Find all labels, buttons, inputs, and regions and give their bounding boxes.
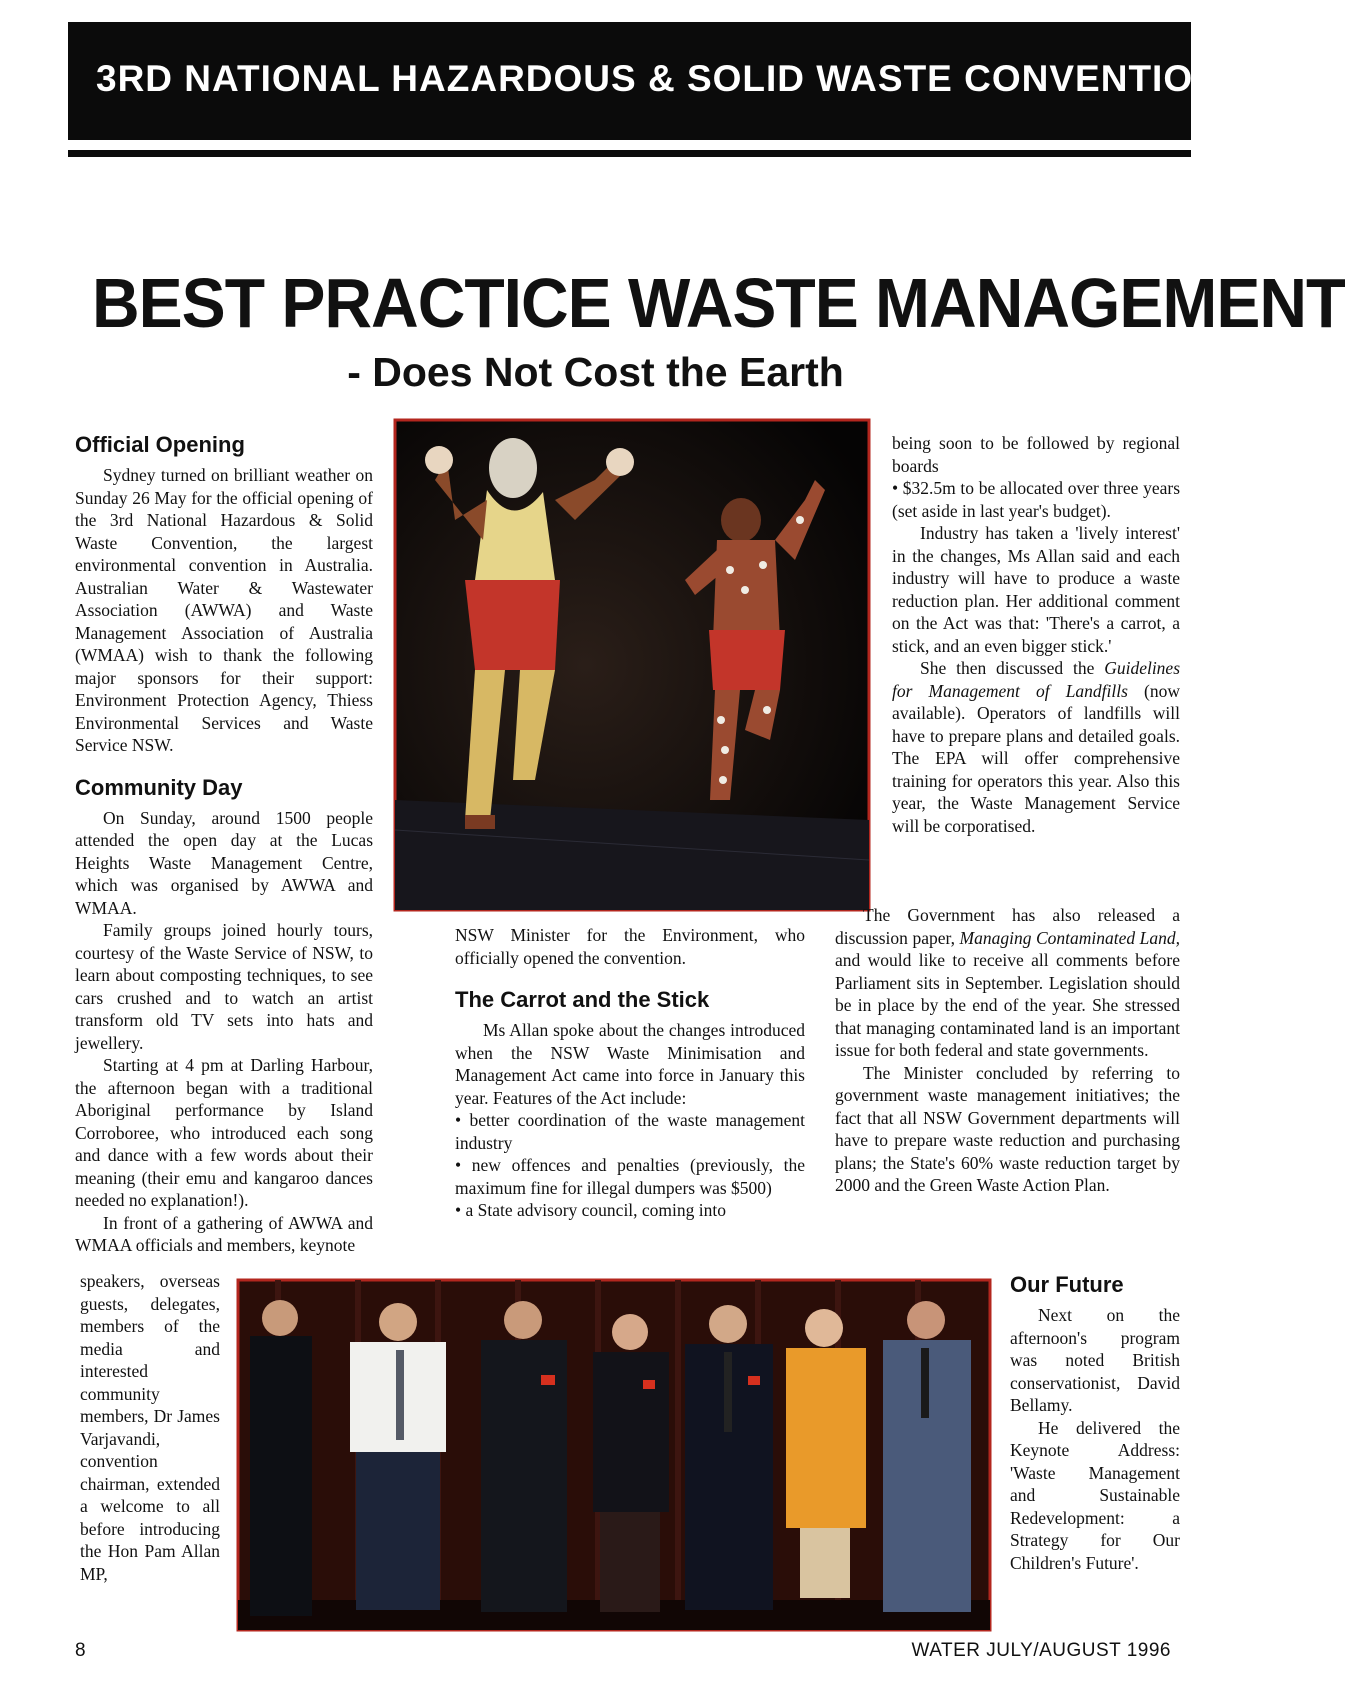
- page-number: 8: [75, 1640, 86, 1661]
- person-1: [250, 1300, 312, 1616]
- header-banner: [68, 22, 1221, 140]
- guidelines-paragraph: [892, 657, 1180, 837]
- corroboree-dancers-photo: [395, 420, 869, 910]
- header-rule: [68, 150, 1191, 157]
- guidelines-rest: (now available). Operators of landfills will have to prepare plans and detailed goals. The EPA will offer comprehensive training for operators this year. Also this year, the Waste Management Service will be corporatised.: [892, 680, 1181, 836]
- carrot-paragraph: Ms Allan spoke about the changes introduced when the NSW Waste Minimisation and Management Act came into force in January this year. Features of the Act include:: [455, 1020, 805, 1108]
- officials-group-photo: [238, 1280, 990, 1630]
- person-5: [685, 1305, 773, 1610]
- person-2: [350, 1303, 446, 1610]
- our-future-paragraph-1: Next on the afternoon's program was noted British conservationist, David Bellamy.: [1010, 1305, 1180, 1415]
- community-day-paragraph-2: Family groups joined hourly tours, courtesy of the Waste Service of NSW, to learn about composting techniques, to see cars crushed and to watch an artist transform old TV sets into hats and jewellery.: [75, 920, 373, 1053]
- our-future-column: [1010, 1272, 1180, 1574]
- person-7: [883, 1301, 971, 1612]
- community-day-paragraph-1: On Sunday, around 1500 people attended the open day at the Lucas Heights Waste Management Centre, which was organised by AWWA and WMAA.: [75, 807, 373, 918]
- right-column: [892, 432, 1180, 837]
- our-future-heading: Our Future: [1010, 1272, 1124, 1297]
- narrow-continuation-column: [80, 1270, 220, 1585]
- official-opening-heading: Official Opening: [75, 432, 245, 457]
- article-headline: BEST PRACTICE WASTE MANAGEMENT: [92, 264, 1345, 342]
- guidelines-lead: She then discussed the: [920, 658, 1095, 678]
- community-day-paragraph-3: Starting at 4 pm at Darling Harbour, the afternoon began with a traditional Aboriginal performance by Island Corroboree, who introduced each song and dance with a few words about their meaning (their emu and kangaroo dances needed no explanation!).: [75, 1055, 373, 1210]
- act-feature-2: • new offences and penalties (previously, the maximum fine for illegal dumpers was $500): [455, 1155, 805, 1198]
- official-opening-paragraph: Sydney turned on brilliant weather on Sunday 26 May for the official opening of the 3rd National Hazardous & Solid Waste Convention, the largest environmental convention in Australia. Australian Water & Wastewater Association (AWWA) and Waste Management Association of Australia (WMAA) wish to thank the following major sponsors for their support: Environment Protection Agency, Thiess Environmental Services and Waste Service NSW.: [75, 465, 373, 755]
- community-day-paragraph-4: In front of a gathering of AWWA and WMAA officials and members, keynote: [75, 1212, 373, 1255]
- government-lead: The Government has also released a discussion paper,: [835, 905, 1180, 948]
- person-4: [593, 1314, 669, 1612]
- middle-column: [455, 924, 805, 1222]
- minister-paragraph: The Minister concluded by referring to government waste management initiatives; the fact that all NSW Government departments will have to prepare waste reduction and purchasing plans; the State's 60% waste reduction target by 2000 and the Green Waste Action Plan.: [835, 1062, 1180, 1195]
- government-rest: and would like to receive all comments before Parliament sits in September. Legislation should be in place by the end of the year. She stressed that managing contaminated land is an important issue for both federal and state governments.: [835, 950, 1180, 1060]
- government-paragraph: [835, 904, 1180, 1062]
- person-3: [481, 1301, 567, 1612]
- our-future-paragraph-2: He delivered the Keynote Address: 'Waste Management and Sustainable Redevelopment: a Strategy for Our Children's Future'.: [1010, 1417, 1180, 1573]
- act-feature-1: • better coordination of the waste management industry: [455, 1110, 805, 1153]
- community-day-heading: Community Day: [75, 774, 243, 800]
- government-title: Managing Contaminated Land,: [959, 927, 1180, 948]
- industry-paragraph: Industry has taken a 'lively interest' in the changes, Ms Allan said and each industry will have to produce a waste reduction plan. Her additional comment on the Act was that: 'There's a carrot, a stick, and an even bigger stick.': [892, 523, 1180, 656]
- carrot-stick-heading: The Carrot and the Stick: [455, 987, 710, 1012]
- publication-footer: WATER JULY/AUGUST 1996: [911, 1640, 1171, 1661]
- header-title: 3RD NATIONAL HAZARDOUS & SOLID WASTE CONVENTION: [96, 58, 1221, 99]
- act-feature-3: • a State advisory council, coming into: [455, 1200, 727, 1220]
- guidelines-title: Guidelines for Management of Landfills: [892, 658, 1181, 701]
- continuation-text: speakers, overseas guests, delegates, members of the media and interested community members, Dr James Varjavandi, convention chairman, extended a welcome to all before introducing the Hon Pam Allan MP,: [80, 1271, 220, 1584]
- article-subheadline: - Does Not Cost the Earth: [347, 349, 844, 395]
- right-continuation-text: being soon to be followed by regional boards: [892, 433, 1180, 476]
- left-column: [75, 432, 373, 1257]
- right-column-lower: [835, 904, 1180, 1197]
- act-feature-4: • $32.5m to be allocated over three years (set aside in last year's budget).: [892, 478, 1180, 521]
- middle-continuation-text: NSW Minister for the Environment, who officially opened the convention.: [455, 925, 805, 968]
